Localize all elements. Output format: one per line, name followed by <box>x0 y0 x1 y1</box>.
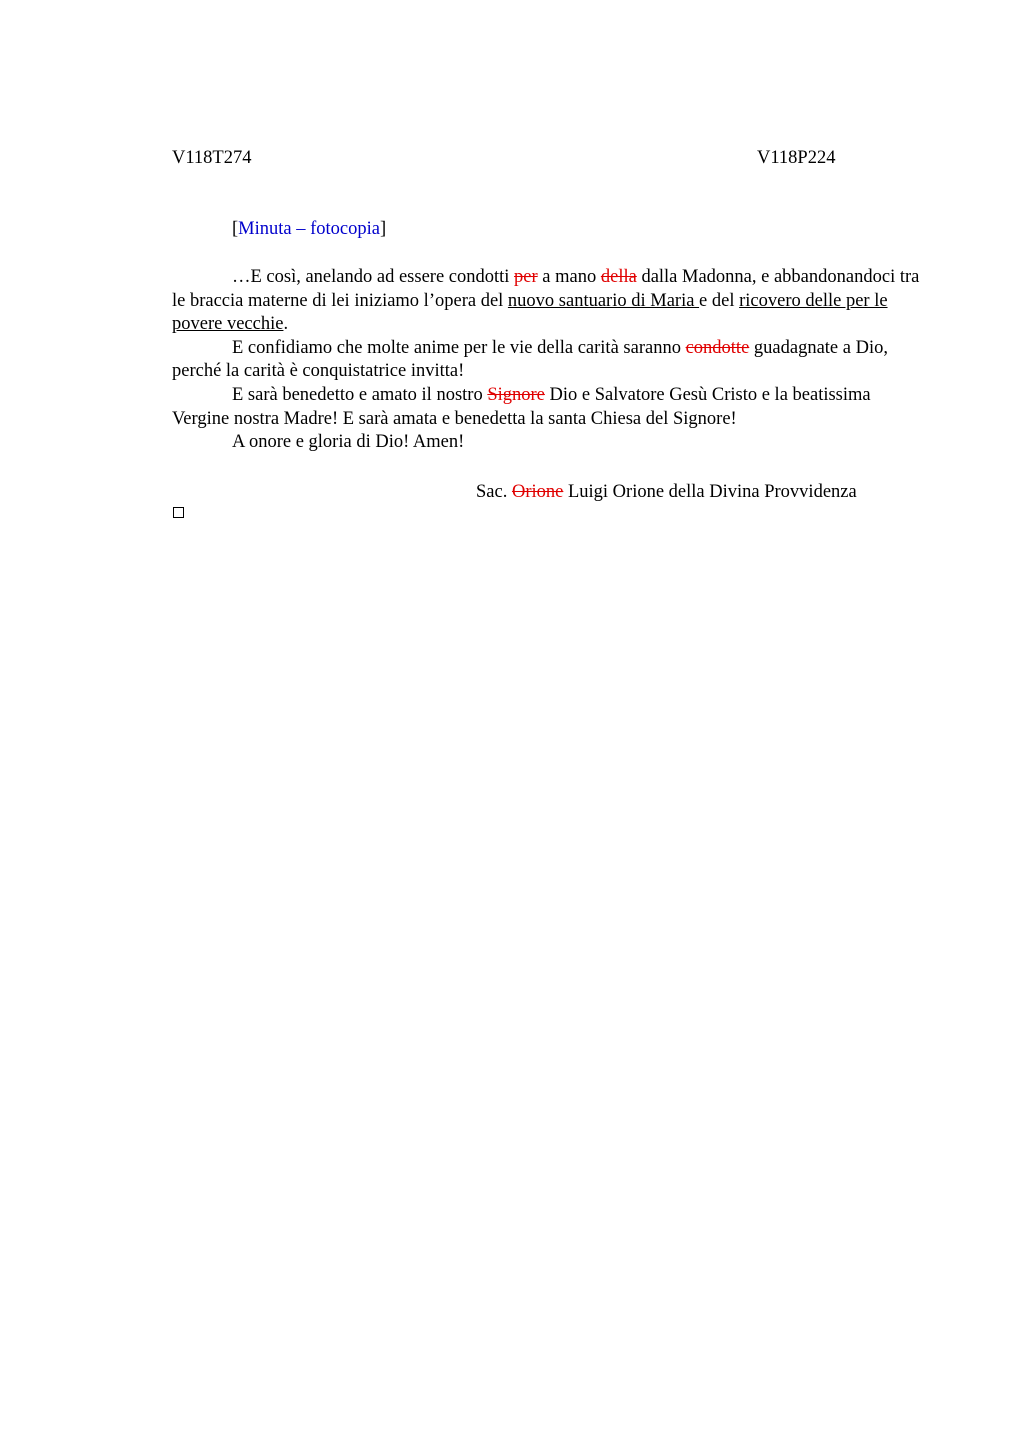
note-open-bracket: [ <box>232 219 239 239</box>
p1-text-2: a mano <box>537 267 601 287</box>
note-close-bracket: ] <box>379 219 387 239</box>
p1-text-5: . <box>283 314 289 335</box>
letter-body <box>172 266 932 455</box>
p1-deleted-2: della <box>600 267 637 287</box>
p4-text-1: A onore e gloria di Dio! Amen! <box>232 432 465 453</box>
signature-name: Luigi Orione della Divina Provvidenza <box>563 482 857 502</box>
p3-text-2: Dio e Salvatore Gesù Cristo e la beatissima Vergine nostra Madre! E sarà amata e benedetta la santa Chiesa del Signore! <box>172 384 871 429</box>
archival-note <box>232 218 386 240</box>
paragraph-4 <box>172 431 932 455</box>
signature-prefix: Sac. <box>476 482 512 502</box>
paragraph-1 <box>172 266 932 337</box>
p3-deleted-1: Signore <box>487 384 545 405</box>
p1-deleted-1: per <box>514 267 538 287</box>
p1-underlined-1: nuovo santuario di Maria <box>507 290 700 311</box>
signature-line <box>476 481 857 503</box>
p1-text-4: e del <box>699 290 740 311</box>
p1-underlined-2: ricovero delle per le povere vecchie <box>172 290 888 335</box>
note-text: Minuta – fotocopia <box>238 219 380 239</box>
header-left-code: V118T274 <box>172 148 252 168</box>
header-right-code: V118P224 <box>757 148 836 168</box>
p2-text-2: guadagnate a Dio, perché la carità è conquistatrice invitta! <box>172 337 888 382</box>
signature-deleted: Orione <box>511 482 564 502</box>
p2-deleted-1: condotte <box>685 337 750 358</box>
p2-text-1: E confidiamo che molte anime per le vie della carità saranno <box>232 337 686 358</box>
end-marker-box-icon <box>173 507 184 518</box>
paragraph-3 <box>172 384 932 431</box>
p3-text-1: E sarà benedetto e amato il nostro <box>232 384 488 405</box>
paragraph-2 <box>172 337 932 384</box>
p1-text-3: dalla Madonna, e abbandonandoci tra le braccia materne di lei iniziamo l’opera del <box>172 267 920 311</box>
p1-text-1: …E così, anelando ad essere condotti <box>232 267 515 287</box>
